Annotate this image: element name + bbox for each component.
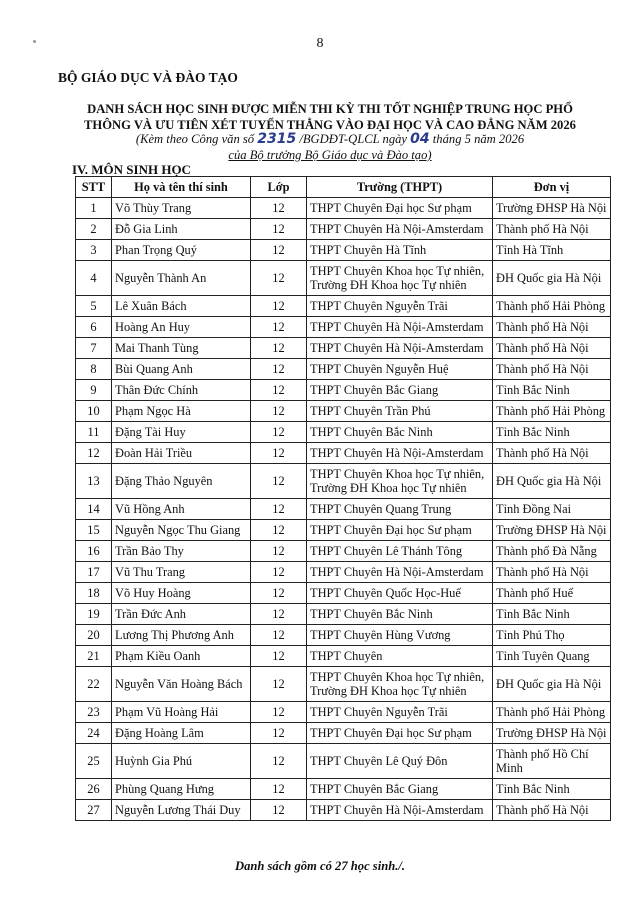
table-row [76, 562, 611, 583]
table-row [76, 604, 611, 625]
cell-stt: 7 [76, 338, 112, 359]
cell-school: THPT Chuyên Quốc Học-Huế [307, 583, 493, 604]
cell-unit: Thành phố Hà Nội [493, 800, 611, 821]
table-row [76, 646, 611, 667]
cell-school: THPT Chuyên Lê Thánh Tông [307, 541, 493, 562]
header-class: Lớp [251, 177, 307, 198]
footer-note: Danh sách gồm có 27 học sinh./. [234, 859, 406, 873]
cell-name: Phan Trọng Quý [112, 240, 251, 261]
cell-unit: ĐH Quốc gia Hà Nội [493, 667, 611, 702]
cell-school: THPT Chuyên Bắc Giang [307, 779, 493, 800]
cell-stt: 13 [76, 464, 112, 499]
cell-name: Nguyễn Văn Hoàng Bách [112, 667, 251, 702]
cell-unit: Thành phố Hà Nội [493, 562, 611, 583]
cell-class: 12 [251, 562, 307, 583]
table-row [76, 744, 611, 779]
cell-school: THPT Chuyên Bắc Ninh [307, 422, 493, 443]
cell-school: THPT Chuyên Hà Nội-Amsterdam [307, 800, 493, 821]
table-row [76, 499, 611, 520]
cell-class: 12 [251, 338, 307, 359]
cell-school: THPT Chuyên Khoa học Tự nhiên, Trường ĐH Khoa học Tự nhiên [307, 667, 493, 702]
cell-name: Trần Bảo Thy [112, 541, 251, 562]
header-unit: Đơn vị [493, 177, 611, 198]
cell-unit: Tỉnh Đồng Nai [493, 499, 611, 520]
table-row [76, 317, 611, 338]
table-header-row [76, 177, 611, 198]
cell-stt: 21 [76, 646, 112, 667]
cell-unit: Tỉnh Hà Tĩnh [493, 240, 611, 261]
cell-name: Huỳnh Gia Phú [112, 744, 251, 779]
cell-unit: ĐH Quốc gia Hà Nội [493, 261, 611, 296]
cell-name: Đỗ Gia Linh [112, 219, 251, 240]
cell-unit: Trường ĐHSP Hà Nội [493, 520, 611, 541]
cell-school: THPT Chuyên Quang Trung [307, 499, 493, 520]
cell-stt: 19 [76, 604, 112, 625]
cell-stt: 9 [76, 380, 112, 401]
table-row [76, 541, 611, 562]
cell-class: 12 [251, 380, 307, 401]
cell-school: THPT Chuyên Khoa học Tự nhiên, Trường ĐH Khoa học Tự nhiên [307, 464, 493, 499]
student-table [75, 176, 611, 821]
cell-stt: 6 [76, 317, 112, 338]
cell-class: 12 [251, 779, 307, 800]
cell-unit: Thành phố Đà Nẵng [493, 541, 611, 562]
cell-class: 12 [251, 723, 307, 744]
cell-class: 12 [251, 520, 307, 541]
cell-unit: Trường ĐHSP Hà Nội [493, 723, 611, 744]
cell-school: THPT Chuyên Lê Quý Đôn [307, 744, 493, 779]
cell-name: Thân Đức Chính [112, 380, 251, 401]
cell-name: Lương Thị Phương Anh [112, 625, 251, 646]
table-row [76, 667, 611, 702]
cell-stt: 25 [76, 744, 112, 779]
subtitle-text-c: tháng 5 năm 2026 [429, 132, 525, 146]
cell-name: Phạm Vũ Hoàng Hải [112, 702, 251, 723]
table-row [76, 261, 611, 296]
cell-stt: 1 [76, 198, 112, 219]
cell-stt: 2 [76, 219, 112, 240]
subtitle-line-1 [60, 131, 600, 147]
header-stt: STT [76, 177, 112, 198]
cell-class: 12 [251, 219, 307, 240]
cell-name: Trần Đức Anh [112, 604, 251, 625]
cell-stt: 24 [76, 723, 112, 744]
cell-name: Võ Thùy Trang [112, 198, 251, 219]
cell-name: Đoàn Hải Triều [112, 443, 251, 464]
cell-class: 12 [251, 422, 307, 443]
cell-name: Võ Huy Hoàng [112, 583, 251, 604]
cell-unit: ĐH Quốc gia Hà Nội [493, 464, 611, 499]
subtitle-text-b: /BGDĐT-QLCL ngày [296, 132, 411, 146]
table-row [76, 401, 611, 422]
header-name: Họ và tên thí sinh [112, 177, 251, 198]
cell-name: Đặng Hoàng Lâm [112, 723, 251, 744]
cell-stt: 5 [76, 296, 112, 317]
cell-unit: Trường ĐHSP Hà Nội [493, 198, 611, 219]
cell-school: THPT Chuyên Hà Nội-Amsterdam [307, 562, 493, 583]
cell-unit: Thành phố Hồ Chí Minh [493, 744, 611, 779]
cell-school: THPT Chuyên Hà Tĩnh [307, 240, 493, 261]
cell-unit: Thành phố Hà Nội [493, 359, 611, 380]
cell-stt: 12 [76, 443, 112, 464]
cell-class: 12 [251, 443, 307, 464]
cell-name: Nguyễn Thành An [112, 261, 251, 296]
table-row [76, 296, 611, 317]
cell-school: THPT Chuyên Nguyễn Trãi [307, 702, 493, 723]
cell-class: 12 [251, 240, 307, 261]
document-subtitle [60, 131, 600, 163]
cell-school: THPT Chuyên Đại học Sư phạm [307, 520, 493, 541]
cell-school: THPT Chuyên Khoa học Tự nhiên, Trường ĐH Khoa học Tự nhiên [307, 261, 493, 296]
cell-class: 12 [251, 646, 307, 667]
cell-class: 12 [251, 625, 307, 646]
table-row [76, 219, 611, 240]
cell-stt: 14 [76, 499, 112, 520]
cell-stt: 20 [76, 625, 112, 646]
cell-stt: 10 [76, 401, 112, 422]
cell-unit: Thành phố Hải Phòng [493, 296, 611, 317]
cell-school: THPT Chuyên [307, 646, 493, 667]
cell-school: THPT Chuyên Nguyễn Trãi [307, 296, 493, 317]
cell-school: THPT Chuyên Nguyễn Huệ [307, 359, 493, 380]
cell-class: 12 [251, 604, 307, 625]
page-number: 8 [316, 36, 324, 51]
cell-stt: 15 [76, 520, 112, 541]
table-row [76, 380, 611, 401]
cell-unit: Thành phố Huế [493, 583, 611, 604]
cell-stt: 17 [76, 562, 112, 583]
cell-school: THPT Chuyên Hà Nội-Amsterdam [307, 443, 493, 464]
cell-class: 12 [251, 261, 307, 296]
header-school: Trường (THPT) [307, 177, 493, 198]
cell-school: THPT Chuyên Trần Phú [307, 401, 493, 422]
table-row [76, 800, 611, 821]
cell-school: THPT Chuyên Hà Nội-Amsterdam [307, 317, 493, 338]
cell-school: THPT Chuyên Đại học Sư phạm [307, 198, 493, 219]
cell-stt: 4 [76, 261, 112, 296]
cell-unit: Tỉnh Bắc Ninh [493, 380, 611, 401]
table-row [76, 338, 611, 359]
cell-unit: Tỉnh Phú Thọ [493, 625, 611, 646]
table-body [76, 198, 611, 821]
cell-name: Phùng Quang Hưng [112, 779, 251, 800]
cell-school: THPT Chuyên Đại học Sư phạm [307, 723, 493, 744]
cell-name: Vũ Hồng Anh [112, 499, 251, 520]
cell-name: Mai Thanh Tùng [112, 338, 251, 359]
table-row [76, 625, 611, 646]
cell-stt: 26 [76, 779, 112, 800]
cell-class: 12 [251, 744, 307, 779]
cell-name: Phạm Kiều Oanh [112, 646, 251, 667]
cell-class: 12 [251, 359, 307, 380]
table-row [76, 359, 611, 380]
cell-name: Hoàng An Huy [112, 317, 251, 338]
cell-class: 12 [251, 800, 307, 821]
cell-class: 12 [251, 702, 307, 723]
cell-class: 12 [251, 541, 307, 562]
cell-unit: Thành phố Hà Nội [493, 317, 611, 338]
cell-name: Đặng Tài Huy [112, 422, 251, 443]
title-line-2: THÔNG VÀ ƯU TIÊN XÉT TUYỂN THẲNG VÀO ĐẠI HỌC VÀ CAO ĐẲNG NĂM 2026 [84, 118, 576, 132]
table-row [76, 779, 611, 800]
cell-unit: Tỉnh Tuyên Quang [493, 646, 611, 667]
cell-name: Đặng Thảo Nguyên [112, 464, 251, 499]
handwritten-doc-number: 2315 [257, 131, 297, 147]
cell-unit: Tỉnh Bắc Ninh [493, 779, 611, 800]
table-row [76, 702, 611, 723]
ministry-name: BỘ GIÁO DỤC VÀ ĐÀO TẠO [58, 70, 238, 85]
cell-class: 12 [251, 317, 307, 338]
cell-stt: 18 [76, 583, 112, 604]
section-heading: IV. MÔN SINH HỌC [72, 162, 191, 177]
cell-unit: Thành phố Hải Phòng [493, 702, 611, 723]
cell-class: 12 [251, 296, 307, 317]
cell-school: THPT Chuyên Bắc Giang [307, 380, 493, 401]
cell-unit: Tỉnh Bắc Ninh [493, 604, 611, 625]
subtitle-text-a: (Kèm theo Công văn số [135, 132, 258, 146]
cell-unit: Thành phố Hà Nội [493, 219, 611, 240]
cell-school: THPT Chuyên Hùng Vương [307, 625, 493, 646]
table-row [76, 464, 611, 499]
cell-name: Lê Xuân Bách [112, 296, 251, 317]
cell-stt: 3 [76, 240, 112, 261]
table-row [76, 520, 611, 541]
cell-class: 12 [251, 667, 307, 702]
cell-unit: Thành phố Hà Nội [493, 338, 611, 359]
title-line-1: DANH SÁCH HỌC SINH ĐƯỢC MIỄN THI KỲ THI TỐT NGHIỆP TRUNG HỌC PHỔ [87, 102, 573, 116]
cell-name: Bùi Quang Anh [112, 359, 251, 380]
cell-stt: 11 [76, 422, 112, 443]
cell-name: Nguyễn Ngọc Thu Giang [112, 520, 251, 541]
cell-class: 12 [251, 198, 307, 219]
cell-stt: 22 [76, 667, 112, 702]
cell-unit: Thành phố Hải Phòng [493, 401, 611, 422]
cell-class: 12 [251, 583, 307, 604]
table-row [76, 240, 611, 261]
table-row [76, 422, 611, 443]
handwritten-day: 04 [410, 131, 430, 147]
cell-class: 12 [251, 499, 307, 520]
document-title [60, 101, 600, 133]
cell-school: THPT Chuyên Hà Nội-Amsterdam [307, 219, 493, 240]
cell-school: THPT Chuyên Hà Nội-Amsterdam [307, 338, 493, 359]
cell-school: THPT Chuyên Bắc Ninh [307, 604, 493, 625]
table-row [76, 198, 611, 219]
subtitle-line-2: của Bộ trưởng Bộ Giáo dục và Đào tạo) [228, 148, 432, 162]
cell-unit: Thành phố Hà Nội [493, 443, 611, 464]
cell-name: Nguyễn Lương Thái Duy [112, 800, 251, 821]
table-row [76, 583, 611, 604]
cell-unit: Tỉnh Bắc Ninh [493, 422, 611, 443]
table-row [76, 443, 611, 464]
cell-stt: 23 [76, 702, 112, 723]
table-row [76, 723, 611, 744]
cell-stt: 8 [76, 359, 112, 380]
cell-class: 12 [251, 464, 307, 499]
cell-stt: 27 [76, 800, 112, 821]
cell-class: 12 [251, 401, 307, 422]
cell-stt: 16 [76, 541, 112, 562]
cell-name: Vũ Thu Trang [112, 562, 251, 583]
cell-name: Phạm Ngọc Hà [112, 401, 251, 422]
